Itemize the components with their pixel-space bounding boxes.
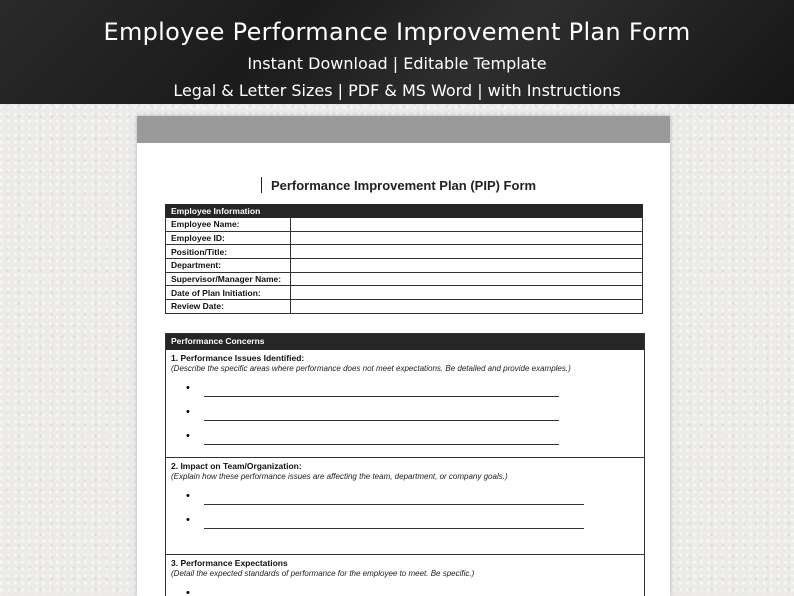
table-row (166, 286, 643, 300)
answer-line[interactable] (204, 528, 584, 529)
section-description: (Explain how these performance issues are affecting the team, department, or company goals.) (171, 472, 508, 481)
bullet: • (186, 406, 190, 418)
section-heading: 2. Impact on Team/Organization: (171, 461, 302, 471)
field-label: Supervisor/Manager Name: (166, 272, 291, 286)
performance-concerns-box (165, 333, 645, 596)
field-label: Department: (166, 259, 291, 273)
field-label: Employee Name: (166, 218, 291, 232)
employee-info-header: Employee Information (166, 205, 643, 218)
section-description: (Detail the expected standards of performance for the employee to meet. Be specific.) (171, 569, 475, 578)
table-row (166, 218, 643, 232)
section-impact (166, 458, 644, 555)
section-description: (Describe the specific areas where performance does not meet expectations. Be detailed and provide examples.) (171, 364, 571, 373)
document-page (137, 116, 670, 596)
section-heading: 1. Performance Issues Identified: (171, 353, 305, 363)
employee-name-field[interactable] (291, 218, 643, 232)
position-field[interactable] (291, 245, 643, 259)
banner-features: Legal & Letter Sizes | PDF & MS Word | with Instructions (173, 81, 621, 100)
banner-subtitle: Instant Download | Editable Template (247, 54, 547, 73)
table-row (166, 259, 643, 273)
section-performance-issues (166, 350, 644, 458)
employee-info-table (165, 204, 643, 314)
answer-line[interactable] (204, 504, 584, 505)
section-expectations (166, 555, 644, 596)
answer-line[interactable] (204, 420, 559, 421)
answer-line[interactable] (204, 396, 559, 397)
field-label: Position/Title: (166, 245, 291, 259)
section-heading: 3. Performance Expectations (171, 558, 288, 568)
document-title: Performance Improvement Plan (PIP) Form (270, 178, 537, 193)
table-row (166, 245, 643, 259)
table-row (166, 272, 643, 286)
banner-title: Employee Performance Improvement Plan Form (103, 18, 691, 46)
table-row (166, 231, 643, 245)
department-field[interactable] (291, 259, 643, 273)
bullet: • (186, 514, 190, 526)
promo-banner (0, 0, 794, 104)
supervisor-field[interactable] (291, 272, 643, 286)
performance-concerns-header: Performance Concerns (166, 334, 644, 350)
field-label: Employee ID: (166, 231, 291, 245)
bullet: • (186, 587, 190, 596)
initiation-date-field[interactable] (291, 286, 643, 300)
answer-line[interactable] (204, 444, 559, 445)
page-header-bar (137, 116, 670, 143)
bullet: • (186, 382, 190, 394)
field-label: Date of Plan Initiation: (166, 286, 291, 300)
review-date-field[interactable] (291, 300, 643, 314)
table-row (166, 300, 643, 314)
employee-id-field[interactable] (291, 231, 643, 245)
field-label: Review Date: (166, 300, 291, 314)
bullet: • (186, 490, 190, 502)
bullet: • (186, 430, 190, 442)
